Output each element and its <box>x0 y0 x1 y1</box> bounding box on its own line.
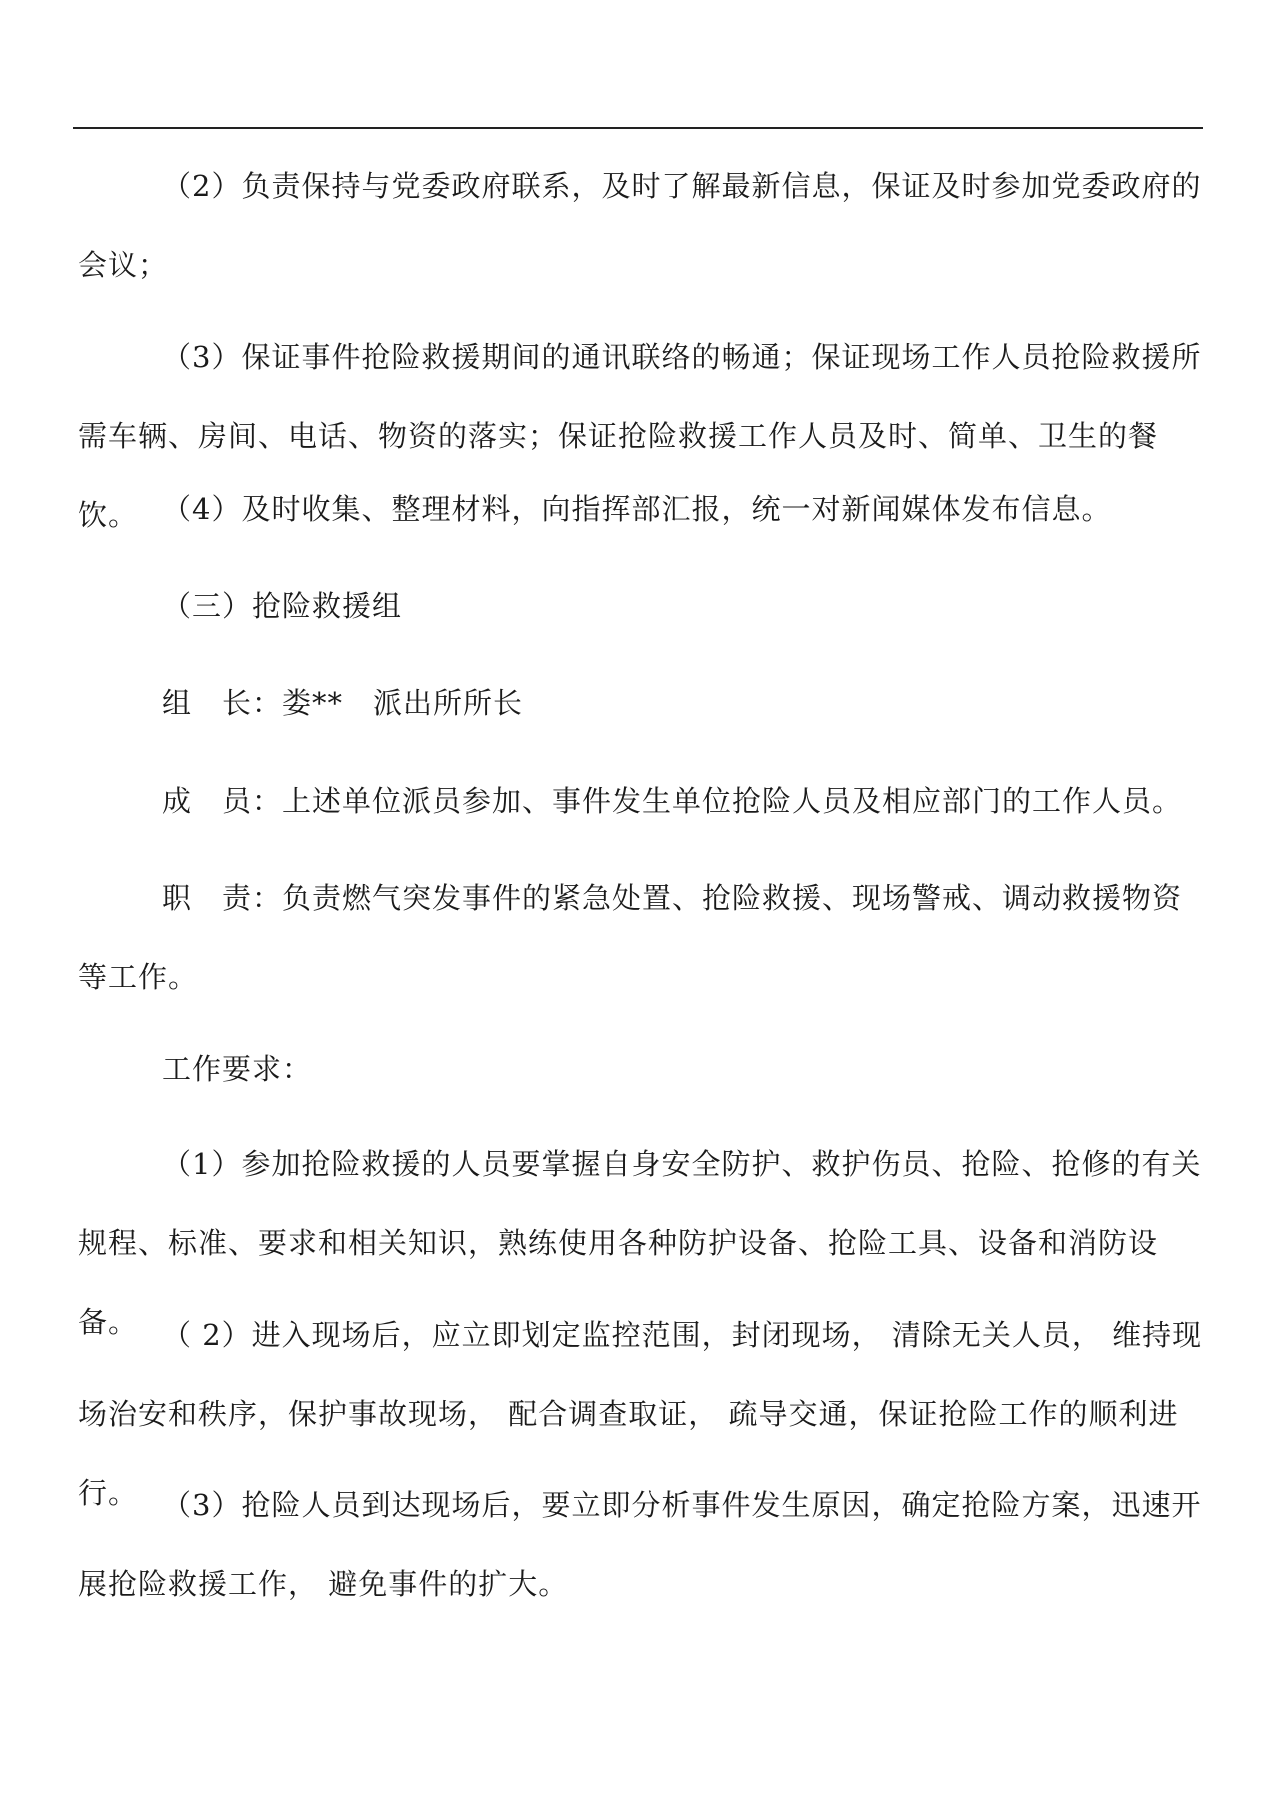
work-requirements-heading: 工作要求： <box>162 1052 313 1086</box>
team-leader-line: 组 长：娄** 派出所所长 <box>162 686 524 720</box>
requirement-site-control: （ 2）进入现场后，应立即划定监控范围，封闭现场， 清除无关人员， 维持现场治安和秩序，保护事故现场， 配合调查取证， 疏导交通，保证抢险工作的顺利进行。 <box>78 1318 1203 1510</box>
team-members-line: 成 员：上述单位派员参加、事件发生单位抢险人员及相应部门的工作人员。 <box>162 784 1183 818</box>
paragraph-collect-materials: （4）及时收集、整理材料，向指挥部汇报，统一对新闻媒体发布信息。 <box>162 492 1112 526</box>
header-rule <box>73 127 1203 129</box>
requirement-analyze-cause: （3）抢险人员到达现场后，要立即分析事件发生原因，确定抢险方案，迅速开展抢险救援工作， 避免事件的扩大。 <box>78 1488 1202 1601</box>
paragraph-communication-logistics: （3）保证事件抢险救援期间的通讯联络的畅通；保证现场工作人员抢险救援所需车辆、房间、电话、物资的落实；保证抢险救援工作人员及时、简单、卫生的餐饮。 <box>78 340 1202 532</box>
section-heading-rescue-team: （三）抢险救援组 <box>162 589 403 623</box>
requirement-safety-knowledge: （1）参加抢险救援的人员要掌握自身安全防护、救护伤员、抢险、抢修的有关规程、标准、要求和相关知识，熟练使用各种防护设备、抢险工具、设备和消防设备。 <box>78 1147 1202 1339</box>
team-duties-paragraph: 职 责：负责燃气突发事件的紧急处置、抢险救援、现场警戒、调动救援物资等工作。 <box>78 881 1183 994</box>
paragraph-contact-government: （2）负责保持与党委政府联系，及时了解最新信息，保证及时参加党委政府的会议； <box>78 169 1202 282</box>
